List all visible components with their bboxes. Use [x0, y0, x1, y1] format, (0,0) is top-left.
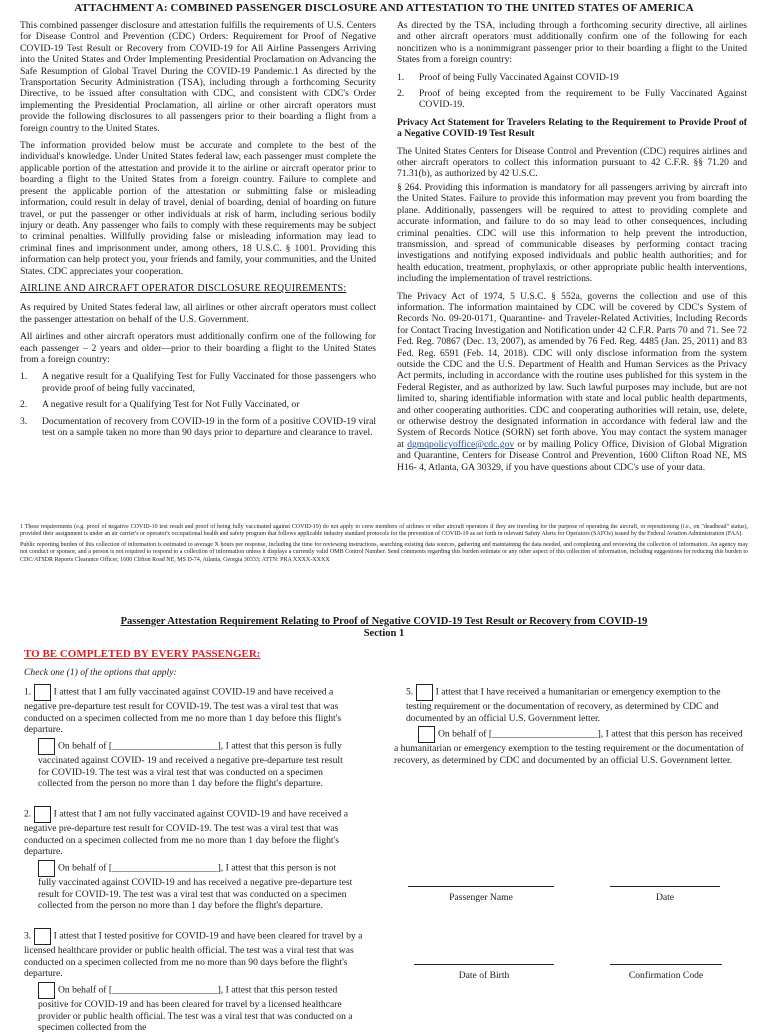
disclosure-heading: AIRLINE AND AIRCRAFT OPERATOR DISCLOSURE REQUIREMENTS: [20, 282, 347, 294]
page-title: ATTACHMENT A: COMBINED PASSENGER DISCLOSURE AND ATTESTATION TO THE UNITED STATES OF AMERICA [74, 2, 694, 14]
privacy-paragraph-2: § 264. Providing this information is mandatory for all passengers arriving by aircraft into the United States. Failure to provide this information may prevent you from boarding the plane. Additionally, passengers will be required to attest to providing complete and accurate information, and failure to do so may lead to other consequences, including criminal penalties. CDC will use this information to help prevent the introduction, transmission, and spread of communicable diseases by performing contact tracing investigations and notifying exposed individuals and public health authorities; and for health education, treatment, prophylaxis, or other appropriate public health interventions, including the implementation of travel restrictions. [397, 181, 747, 285]
privacy-paragraph-1: The United States Centers for Disease Control and Prevention (CDC) requires airlines and other aircraft operators to collect this information pursuant to 42 C.F.R. §§ 71.20 and 71.31(b), as authorized by 42 U.S.C. [397, 145, 747, 180]
option-3: 3. I attest that I tested positive for COVID-19 and have been cleared for travel by a licensed healthcare provider or public health official. The test was a viral test that was conducted on a specimen collected from me no more than 90 days before the flight's departure. [24, 928, 364, 980]
email-link[interactable]: dgmqpolicyoffice@cdc.gov [407, 438, 515, 450]
footnote-burden: Public reporting burden of this collection of information is estimated to average X hours per response, including the time for reviewing instructions, searching existing data sources, gathering and maintaining the data needed, and completing and reviewing the collection of information. An agency may not conduct or sponsor, and a person is not required to respond to a collection of information unless it displays a currently valid OMB Control Number. Send comments regarding this burden estimate or any other aspect of this collection of information, including suggestions for reducing this burden to CDC/ATSDR Reports Clearance Officer, 1600 Clifton Road NE, MS D-74, Atlanta, Georgia 30333; ATTN: PRA XXXX-XXXX [20, 541, 748, 563]
option-3-checkbox[interactable] [34, 928, 51, 945]
section-title: Passenger Attestation Requirement Relating to Proof of Negative COVID-19 Test Result or Recovery from COVID-19 [120, 616, 648, 627]
left-column [20, 20, 376, 444]
option-3-behalf-checkbox[interactable] [38, 982, 55, 999]
tsa-paragraph: As directed by the TSA, including through a forthcoming security directive, all airlines and other aircraft operators must additionally confirm one of the following for each noncitizen who is a nonimmigrant passenger prior to their boarding a flight to the United States from a foreign country: [397, 20, 747, 66]
list-item: 3. Documentation of recovery from COVID-19 in the form of a positive COVID-19 viral test on a sample taken no more than 90 days prior to departure and clearance to travel. [20, 415, 376, 438]
intro-paragraph: This combined passenger disclosure and attestation fulfills the requirements of U.S. Centers for Disease Control and Prevention (CDC) Orders: Requirement for Proof of Negative COVID-19 Test Result or Recovery from COVID-19 for All Airline Passengers Arriving into the United States and Order Implementing Presidential Proclamation on Advancing the Safe Resumption of Global Travel During the COVID-19 Pandemic.1 As directed by the Transportation Security Administration (TSA), including through a forthcoming Security Directive, to be issued after consultation with CDC, and consistent with CDC's Order implementing the Presidential Proclamation, all airline or other aircraft operators must provide the following disclosures to all passengers prior to their boarding a flight from a foreign country to the United States. [20, 20, 376, 134]
option-2: 2. I attest that I am not fully vaccinated against COVID-19 and have received a negative pre-departure test result for COVID-19. The test was a viral test that was conducted on a specimen collected from me no more than 1 day before the flight's departure. [24, 806, 364, 858]
list-item: 2. A negative result for a Qualifying Test for Not Fully Vaccinated, or [20, 399, 300, 411]
option-1-checkbox[interactable] [34, 684, 51, 701]
requirement-list [20, 371, 376, 438]
option-3-behalf: On behalf of [______________________], I attest that this person tested positive for COVID-19 and has been cleared for travel by a licensed healthcare provider or public health official. The test was a viral test that was conducted on a specimen collected from the [38, 982, 356, 1022]
footnote-crew: 1 These requirements (e.g. proof of negative COVID-10 test result and proof of being fully vaccinated against COVID-19) do not apply to crew members of airlines or other aircraft operators if they are traveling for the purpose of operating the aircraft, or repositioning (i.e., on "deadhead" status), provided their assignment is under an air carrier's or operator's occupational health and safety program that follows applicable industry standard protocols for the prevention of COVID-19 as set forth in relevant Safety Alerts for Operators (SAFOs) issued by the Federal Aviation Administration (FAA). [20, 524, 748, 538]
date-of-birth-label: Date of Birth [458, 970, 510, 981]
confirmation-code-label: Confirmation Code [628, 970, 704, 981]
list-item: 2. Proof of being excepted from the requirement to be Fully Vaccinated Against COVID-19. [397, 88, 747, 111]
proof-list [397, 72, 747, 111]
option-2-checkbox[interactable] [34, 806, 51, 823]
option-5-checkbox[interactable] [416, 684, 433, 701]
option-1-behalf-checkbox[interactable] [38, 738, 55, 755]
privacy-paragraph-3: The Privacy Act of 1974, 5 U.S.C. § 552a, governs the collection and use of this information. The information maintained by CDC will be covered by CDC's System of Records No. 09-20-0171, Quarantine- and Traveler-Related Activities, Including Records for Contact Tracing Investigation and Notification under 42 C.F.R. Parts 70 and 71. See 72 Fed. Reg. 70867 (Dec. 13, 2007), as amended by 76 Fed. Reg. 4485 (Jan. 25, 2011) and 83 Fed. Reg. 6591 (Feb. 14, 2018). CDC will only disclose information from the system outside the CDC and the U.S. Department of Health and Human Services as the Privacy Act permits, including in accordance with the routine uses published for this system in the Federal Register, and as authorized by law. Such lawful purposes may include, but are not limited to, sharing identifiable information with state and local public health departments, and other cooperating authorities. CDC and cooperating authorities will retain, use, delete, or otherwise destroy the designated information in accordance with federal law and the System of Records Notice (SORN) set forth above. You may contact the system manager at dgmqpolicyoffice@cdc.gov or by mailing Policy Office, Division of Global Migration and Quarantine, Centers for Disease Control and Prevention, 1600 Clifton Road NE, MS H16- 4, Atlanta, GA 30329, if you have questions about CDC's use of your data. [397, 290, 747, 473]
right-column [397, 20, 747, 479]
date-of-birth-line[interactable] [414, 964, 554, 965]
section-subtitle: Section 1 [363, 628, 405, 639]
confirmation-code-line[interactable] [610, 964, 722, 965]
check-one-instruction: Check one (1) of the options that apply: [24, 667, 177, 678]
option-2-behalf: On behalf of [______________________], I attest that this person is not fully vaccinated against COVID-19 and has received a negative pre-departure test result for COVID-19. The test was a viral test that was conducted on a specimen collected from the person no more than 1 day before the flight's departure. [38, 860, 356, 912]
option-5-behalf: On behalf of [______________________], I attest that this person has received a humanitarian or emergency exemption to the testing requirement or the documentation of recovery, as determined by CDC and documented by an official U.S. Government letter. [394, 726, 744, 766]
date-label: Date [655, 892, 675, 903]
list-item: 1. Proof of being Fully Vaccinated Against COVID-19 [397, 71, 619, 83]
information-paragraph: The information provided below must be accurate and complete to the best of the individual's knowledge. Under United States federal law, each passenger must complete the applicable portion of the attestation and provide it to the airline or aircraft operator prior to boarding a flight to the United States from a foreign country. Failure to complete and present the applicable portion of the attestation or submitting false or misleading information, could result in delay of travel, denial of boarding, denial of boarding on future travel, or put the passenger or other individuals at risk of harm, including serious bodily injury or death. Any passenger who fails to comply with these requirements may be subject to criminal penalties. Willfully providing false or misleading information may lead to criminal fines and imprisonment under, among others, 18 U.S.C. § 1001. Providing this information can help protect you, your friends and family, your communities, and the United States. CDC appreciates your cooperation. [20, 140, 376, 277]
list-item: 1. A negative result for a Qualifying Test for Fully Vaccinated for those passengers who provide proof of being fully vaccinated, [20, 371, 376, 394]
option-2-behalf-checkbox[interactable] [38, 860, 55, 877]
date-line[interactable] [610, 886, 720, 887]
option-5: 5. I attest that I have received a humanitarian or emergency exemption to the testing requirement or the documentation of recovery, as determined by CDC and documented by an official U.S. Government letter. [406, 684, 748, 724]
passenger-name-label: Passenger Name [449, 892, 513, 903]
collection-paragraph: As required by United States federal law, all airlines or other aircraft operators must collect the passenger attestation on behalf of the U.S. Government. [20, 302, 376, 325]
every-passenger-heading: TO BE COMPLETED BY EVERY PASSENGER: [24, 648, 261, 660]
footnotes [20, 524, 748, 564]
passenger-name-line[interactable] [408, 886, 554, 887]
confirm-paragraph: All airlines and other aircraft operators must additionally confirm one of the following for each passenger – 2 years and older—prior to their boarding a flight to the United States from a foreign country: [20, 331, 376, 365]
option-1-behalf: On behalf of [______________________], I attest that this person is fully vaccinated against COVID- 19 and received a negative pre-departure test result for COVID-19. The test was a viral test that was conducted on a specimen collected from the person no more than 1 day before the flight's departure. [38, 738, 356, 790]
privacy-heading: Privacy Act Statement for Travelers Relating to the Requirement to Provide Proof of a Negative COVID-19 Test Result [397, 116, 747, 140]
option-1: 1. I attest that I am fully vaccinated against COVID-19 and have received a negative pre-departure test result for COVID-19. The test was a viral test that was conducted on a specimen collected from me no more than 1 day before this flight's departure. [24, 684, 364, 736]
option-5-behalf-checkbox[interactable] [418, 726, 435, 743]
